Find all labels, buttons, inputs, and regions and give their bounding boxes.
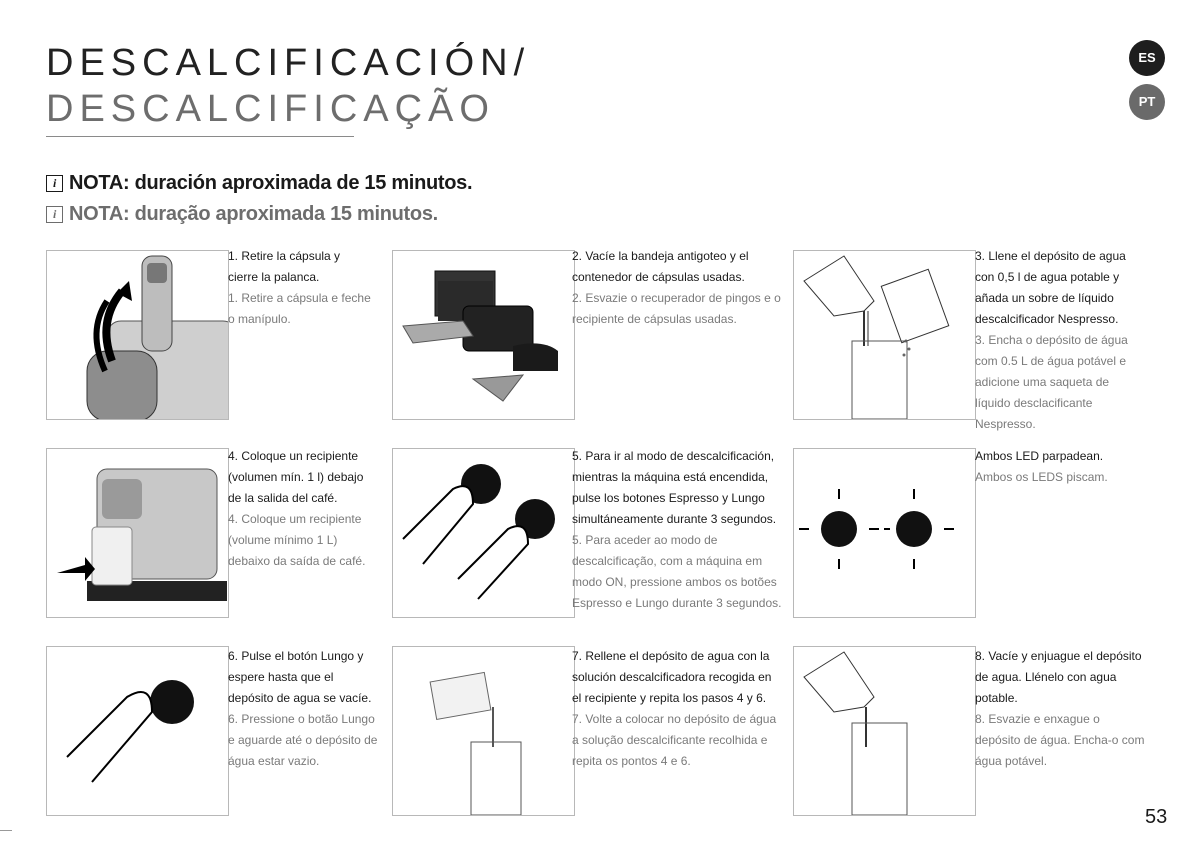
step-4-text: 4. Coloque un recipiente (volumen mín. 1 l) debajo de la salida del café. 4. Coloque um recipiente (volume mínimo 1 L) debaixo da saída de café.: [228, 449, 366, 568]
step-7-text: 7. Rellene el depósito de agua con la solución descalcificadora recogida en el recipiente y repita los pasos 4 y 6. 7. Volte a colocar no depósito de água a solução descalcificante recolhida e repita os pontos 4 e 6.: [572, 649, 777, 768]
step-6-illustration: [46, 646, 229, 816]
info-icon: i: [46, 206, 63, 223]
step-1-illustration: [46, 250, 229, 420]
led-blink-illustration: [793, 448, 976, 618]
step-3-text: 3. Llene el depósito de agua con 0,5 l de agua potable y añada un sobre de líquido descalcificador Nespresso. 3. Encha o depósito de água com 0.5 L de água potável e adicione uma saqueta de líquido desclacificante Nespresso.: [975, 249, 1128, 431]
note-es: [46, 172, 472, 195]
note-pt: [46, 203, 438, 226]
info-icon: i: [46, 175, 63, 192]
language-badge-es: ES: [1129, 40, 1165, 76]
blinking-led-icon: [794, 449, 975, 617]
water-bottle-sachet-icon: [794, 251, 975, 419]
page-title: [46, 40, 530, 132]
step-8-text: 8. Vacíe y enjuague el depósito de agua. Llénelo con agua potable. 8. Esvazie e enxague o depósito de água. Encha-o com água potável.: [975, 649, 1145, 768]
step-2-illustration: [392, 250, 575, 420]
two-finger-buttons-icon: [393, 449, 574, 617]
title-pt: DESCALCIFICAÇÃO: [46, 88, 495, 130]
crop-mark: [0, 830, 12, 831]
language-badge-pt: PT: [1129, 84, 1165, 120]
refill-tank-icon: [393, 647, 574, 815]
note-es-text: NOTA: duración aproximada de 15 minutos.: [69, 172, 473, 194]
led-blink-text: Ambos LED parpadean. Ambos os LEDS piscam.: [975, 449, 1108, 484]
step-5-illustration: [392, 448, 575, 618]
finger-lungo-button-icon: [47, 647, 228, 815]
water-bottle-tank-icon: [794, 647, 975, 815]
title-es: DESCALCIFICACIÓN/: [46, 42, 531, 84]
drip-tray-icon: [393, 251, 574, 419]
machine-lever-icon: [47, 251, 228, 419]
title-divider: [46, 136, 354, 137]
step-7-illustration: [392, 646, 575, 816]
step-1-text: 1. Retire la cápsula y cierre la palanca. 1. Retire a cápsula e feche o manípulo.: [228, 249, 371, 326]
step-5-text: 5. Para ir al modo de descalcificación, mientras la máquina está encendida, pulse los botones Espresso y Lungo simultáneamente durante 3 segundos. 5. Para aceder ao modo de descalcificação, com a máquina em modo ON, pressione ambos os botões Espresso e Lungo durante 3 segundos.: [572, 449, 782, 610]
note-pt-text: NOTA: duração aproximada 15 minutos.: [69, 203, 438, 225]
step-3-illustration: [793, 250, 976, 420]
step-8-illustration: [793, 646, 976, 816]
step-2-text: 2. Vacíe la bandeja antigoteo y el contenedor de cápsulas usadas. 2. Esvazie o recuperador de pingos e o recipiente de cápsulas usadas.: [572, 249, 781, 326]
page-number: 53: [1145, 806, 1168, 828]
step-6-text: 6. Pulse el botón Lungo y espere hasta que el depósito de agua se vacíe. 6. Pressione o botão Lungo e aguarde até o depósito de água estar vazio.: [228, 649, 378, 768]
machine-container-icon: [47, 449, 228, 617]
step-4-illustration: [46, 448, 229, 618]
